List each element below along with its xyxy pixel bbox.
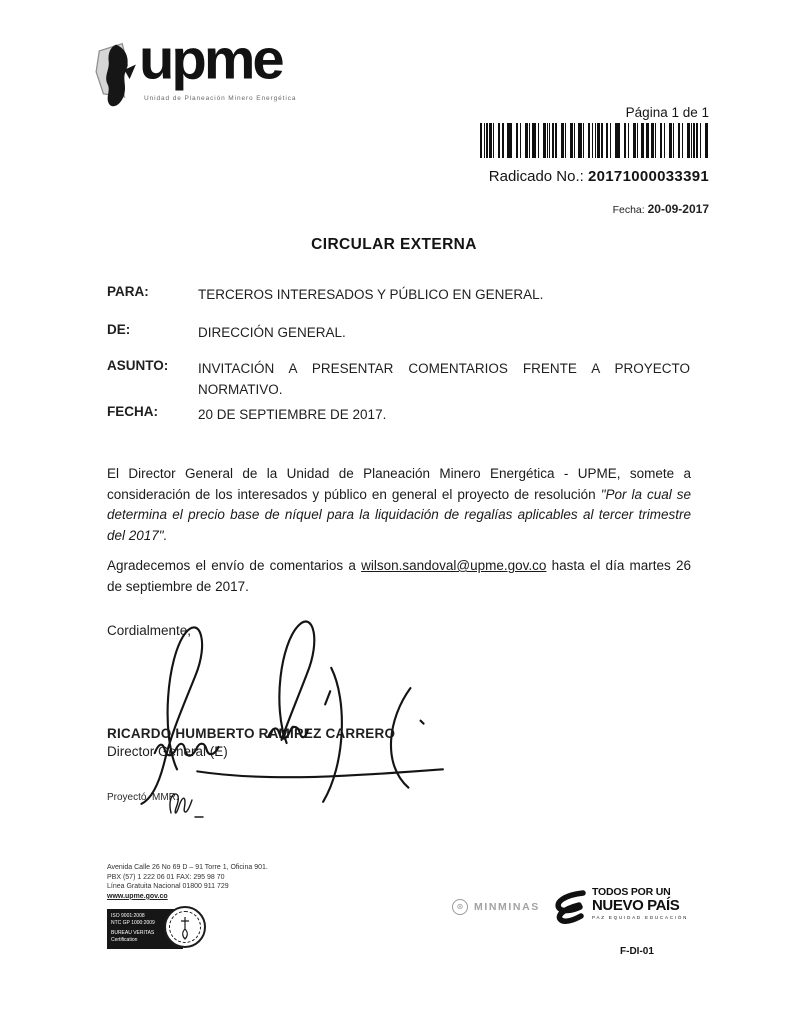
upme-logo-tagline: Unidad de Planeación Minero Energética <box>144 95 297 102</box>
closing-salutation: Cordialmente, <box>107 623 192 638</box>
handwritten-signature <box>108 616 453 806</box>
signer-name: RICARDO HUMBERTO RAMÍREZ CARRERO <box>107 726 396 741</box>
address-line-3: Línea Gratuita Nacional 01800 911 729 <box>107 883 229 891</box>
address-line-1: Avenida Calle 26 No 69 D – 91 Torre 1, Oficina 901. <box>107 864 268 871</box>
prepared-by: Proyectó. MMR. <box>107 792 179 803</box>
cert-line-2: NTC GP 1000:2009 <box>111 919 155 926</box>
campaign-line-2: NUEVO PAÍS <box>592 897 680 914</box>
date-value: 20-09-2017 <box>647 202 709 216</box>
field-value-para: TERCEROS INTERESADOS Y PÚBLICO EN GENERAL. <box>198 287 544 302</box>
date-line <box>409 202 709 216</box>
campaign-line-1: TODOS POR UN <box>592 886 671 898</box>
nuevo-pais-logo <box>551 887 688 925</box>
footer-address <box>107 863 268 901</box>
field-label-fecha: FECHA: <box>107 404 158 419</box>
website-link[interactable]: www.upme.gov.co <box>107 892 168 900</box>
body-paragraph-2 <box>107 556 691 597</box>
minminas-emblem-icon: ⊛ <box>452 899 468 915</box>
minminas-label: MINMINAS <box>474 901 540 913</box>
paragraph2-before: Agradecemos el envío de comentarios a <box>107 558 362 573</box>
paragraph1-text: El Director General de la Unidad de Planeación Minero Energética - UPME, somete a consideración de los interesados y público en general el proyecto de resolución <box>107 466 691 502</box>
field-label-asunto: ASUNTO: <box>107 358 169 373</box>
signer-title: Director General (E) <box>107 744 228 759</box>
cert-line-1: ISO 9001:2008 <box>111 913 145 919</box>
radicado-line <box>309 168 709 185</box>
field-label-de: DE: <box>107 322 131 337</box>
date-label: Fecha: <box>612 204 648 216</box>
cert-line-3: BUREAU VERITAS <box>111 930 155 936</box>
field-value-fecha: 20 DE SEPTIEMBRE DE 2017. <box>198 407 387 422</box>
document-title: CIRCULAR EXTERNA <box>311 236 477 253</box>
form-code: F-DI-01 <box>620 946 654 957</box>
barcode <box>480 123 709 158</box>
cert-line-4: Certification <box>111 936 138 943</box>
upme-logo-wordmark: upme <box>139 27 282 92</box>
certification-badge <box>107 906 217 952</box>
paragraph1-quote: "Por la cual se determina el precio base de níquel para la liquidación de regalías aplicables al tercer trimestre del 2017". <box>107 486 691 543</box>
comments-email-link[interactable]: wilson.sandoval@upme.gov.co <box>361 558 547 573</box>
address-line-2: PBX (57) 1 222 06 01 FAX: 295 98 70 <box>107 873 225 881</box>
upme-logo-mark-icon <box>93 40 139 110</box>
nuevo-pais-swoosh-icon <box>551 887 587 925</box>
cert-seal-icon <box>164 906 206 948</box>
paragraph2-after: hasta el día martes 26 de septiembre de 2017. <box>107 558 692 594</box>
page-indicator: Página 1 de 1 <box>625 105 709 120</box>
campaign-line-3: PAZ EQUIDAD EDUCACIÓN <box>592 915 689 920</box>
body-paragraph-1 <box>107 464 691 546</box>
field-label-para: PARA: <box>107 284 149 299</box>
radicado-label: Radicado No.: <box>488 168 588 185</box>
radicado-number: 20171000033391 <box>588 168 709 185</box>
prepared-by-initials <box>163 789 207 823</box>
field-value-asunto: INVITACIÓN A PRESENTAR COMENTARIOS FRENTE A PROYECTO NORMATIVO. <box>198 361 690 397</box>
field-value-de: DIRECCIÓN GENERAL. <box>198 325 346 340</box>
minminas-logo <box>452 899 540 915</box>
